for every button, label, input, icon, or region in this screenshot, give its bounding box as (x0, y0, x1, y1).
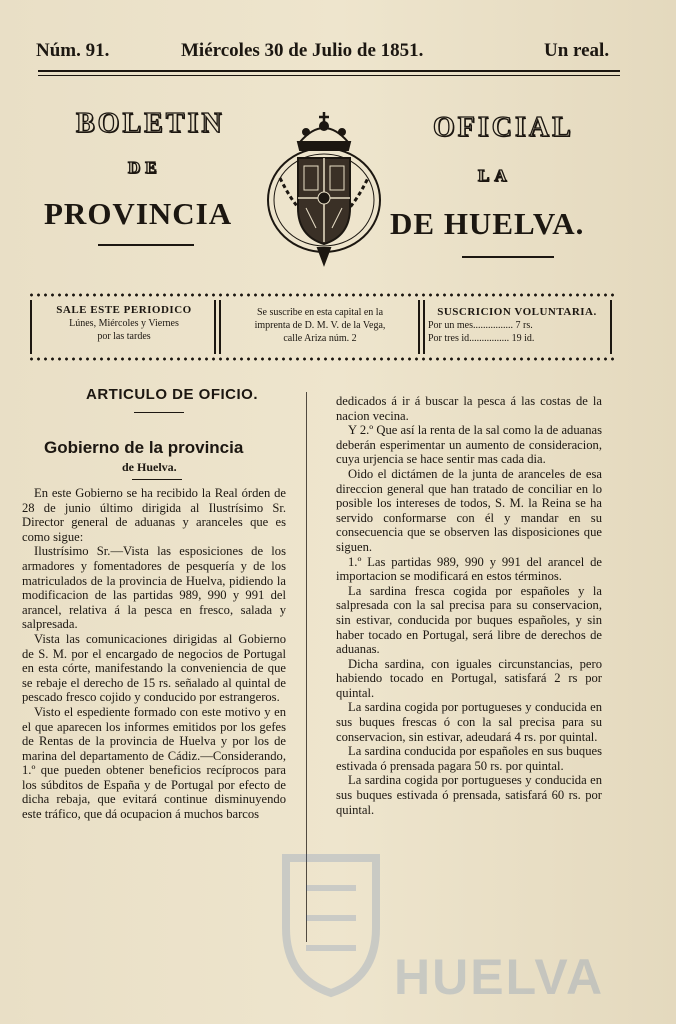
strip-bar-right (610, 300, 612, 354)
left-paragraph-1: En este Gobierno se ha recibido la Real órden de 28 de junio último dirigida al Ilustrísimo Sr. Director general de aduanas y aranceles que es como sigue: (22, 486, 286, 544)
archive-watermark (276, 840, 606, 1010)
right-paragraph-8: La sardina conducida por españoles en sus buques estivada ó prensada pagara 50 rs. por quintal. (336, 744, 602, 773)
strip-border-bottom (28, 356, 614, 362)
issue-date: Miércoles 30 de Julio de 1851. (181, 40, 424, 61)
right-paragraph-2: Y 2.º Que así la renta de la sal como la de aduanas deberán esperimentar un aumento de consideracion, cuya urjencia se hace sentir mas cada dia. (336, 423, 602, 467)
article-subtitle: de Huelva. (122, 460, 177, 474)
section-heading: ARTICULO DE OFICIO. (86, 386, 258, 403)
price-one-month: Por un mes................ 7 rs. (428, 320, 533, 331)
right-paragraph-6: Dicha sardina, con iguales circunstancias, pero habiendo tocado en Portugal, satisfará 2 rs por quintal. (336, 656, 602, 700)
publication-days (36, 304, 212, 343)
right-paragraph-4: 1.º Las partidas 989, 990 y 991 del arancel de importacion se modificará en estos términos. (336, 554, 602, 584)
strip-bar-4 (423, 300, 425, 354)
price-three-months: Por tres id................ 19 id. (428, 333, 535, 344)
section-heading-rule (134, 412, 184, 413)
subscription-address-line3: calle Ariza núm. 2 (283, 333, 357, 344)
masthead-de-huelva: DE HUELVA. (390, 206, 585, 241)
masthead-oficial: OFICIAL (433, 112, 574, 143)
right-paragraph-3: Oido el dictámen de la junta de aranceles de esa direccion general que han tratado de conciliar en lo posible los intereses de todos, S. M. la Reina se ha servido conformarse con él y mandar en su consecuencia que se observen las disposiciones que siguen. (336, 466, 602, 554)
right-paragraph-5: La sardina fresca cogida por españoles y la salpresada con la sal precisa para su conservacion, sin estivar, conducida por buques españoles, y sin haber tocado en Portugal, será libre de derechos de aduanas. (336, 583, 602, 657)
masthead-underline-right (462, 256, 554, 258)
publication-days-line2: por las tardes (97, 331, 151, 342)
subscription-address (226, 306, 414, 345)
publication-days-title: SALE ESTE PERIODICO (56, 304, 192, 316)
royal-crest-icon (262, 108, 386, 268)
masthead-provincia: PROVINCIA (44, 196, 233, 231)
subscription-prices-title: SUSCRICION VOLUNTARIA. (437, 306, 597, 318)
issue-number: Núm. 91. (36, 40, 110, 61)
article-title-rule (132, 479, 182, 480)
header-rule-bottom (38, 75, 620, 76)
subscription-address-line1: Se suscribe en esta capital en la (256, 307, 384, 318)
subscription-prices (428, 306, 606, 345)
strip-bar-left (30, 300, 32, 354)
right-paragraph-1: dedicados á ir á buscar la pesca á las costas de la nacion vecina. (336, 394, 602, 423)
right-column-text (336, 394, 602, 817)
right-paragraph-9: La sardina cogida por portugueses y conducida en sus buques estivada ó prensada, satisfará 60 rs. por quintal. (336, 773, 602, 817)
left-paragraph-2: Ilustrísimo Sr.—Vista las esposiciones de los armadores y fomentadores de pesquería y de los matriculados de la provincia de Huelva, pidiendo la modificacion de las partidas 989, 990 y 991 del arancel, relativa á la pesca en fresco, salada y salpresada. (22, 544, 286, 632)
watermark-shield-icon (276, 848, 386, 998)
subscription-address-line2: imprenta de D. M. V. de la Vega, (254, 320, 386, 331)
masthead-de: DE (128, 158, 162, 177)
right-paragraph-7: La sardina cogida por portugueses y conducida en sus buques frescas ó con la sal precisa para su conservacion, sin estivar, adeudará 4 rs. por quintal. (336, 700, 602, 744)
left-paragraph-3: Vista las comunicaciones dirigidas al Gobierno de S. M. por el encargado de negocios de Portugal en esta córte, manifestando la conveniencia de que se rebaje el derecho de 15 rs. señalado al quintal de pescado fresco cojido y conducido por estrangeros. (22, 631, 286, 705)
left-column-text (22, 486, 286, 822)
strip-border-top (28, 292, 614, 298)
strip-bar-3 (418, 300, 420, 354)
left-paragraph-4: Visto el espediente formado con este motivo y en el que aparecen los informes emitidos por los gefes de Rentas de la provincia de Huelva y por los de marina del departamento de Cádiz.—Considerando, 1.º que pueden obtener beneficios recíprocos para los súbditos de España y de Portugal por efecto de dicha rebaja, que evitará continue disminuyendo este tráfico, que dá ocupacion á muchos barcos (22, 704, 286, 822)
strip-bar-2 (219, 300, 221, 354)
publication-days-line1: Lúnes, Miércoles y Viernes (69, 318, 179, 329)
issue-price: Un real. (544, 40, 610, 61)
header-rule-top (38, 70, 620, 72)
strip-bar-1 (214, 300, 216, 354)
masthead-underline-left (98, 244, 194, 246)
masthead-boletin: BOLETIN (76, 108, 225, 139)
subscription-strip (28, 292, 614, 364)
article-title: Gobierno de la provincia (44, 438, 244, 457)
masthead-la: LA (478, 166, 512, 185)
watermark-text: HUELVA (394, 949, 605, 1005)
